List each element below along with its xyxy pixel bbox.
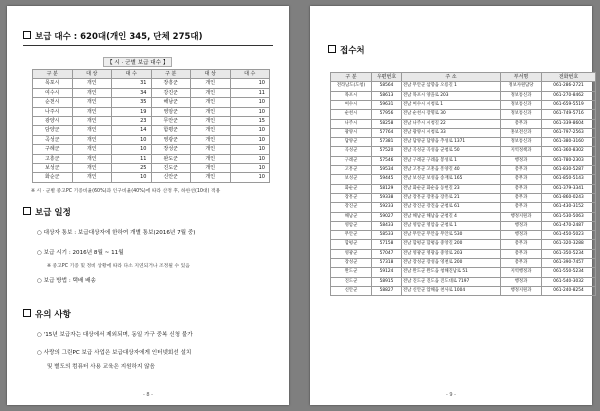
table-cell: 행정과 <box>501 221 542 230</box>
table-cell: 전라남도(도청) <box>331 82 372 91</box>
table-cell: 061-380-3160 <box>542 138 596 147</box>
table-cell: 58533 <box>372 231 402 240</box>
table-cell: 59338 <box>372 193 402 202</box>
table-row <box>33 135 270 144</box>
table-cell: 10 <box>112 145 152 154</box>
table-cell: 35 <box>112 98 152 107</box>
table-cell: 총무과 <box>501 240 542 249</box>
table-cell: 총무과 <box>501 203 542 212</box>
table-cell: 57520 <box>372 147 402 156</box>
page-left <box>7 6 289 405</box>
table-row <box>33 173 270 182</box>
table-cell: 화순군 <box>331 184 372 193</box>
table-cell: 총무과 <box>501 184 542 193</box>
table-cell: 개인 <box>191 145 231 154</box>
table-cell: 061-749-5716 <box>542 110 596 119</box>
table-row <box>331 221 596 230</box>
table-cell: 10 <box>230 154 270 163</box>
table-cell: 10 <box>230 164 270 173</box>
table-cell: 행정과 <box>501 156 542 165</box>
receipt-heading <box>328 44 365 56</box>
table-cell: 신안군 <box>331 286 372 295</box>
table-cell: 개인 <box>72 117 112 126</box>
table-cell: 해남군 <box>331 212 372 221</box>
table-cell: 전남 곡성군 곡성읍 군청로 50 <box>402 147 501 156</box>
table-cell: 함평군 <box>151 126 191 135</box>
table-cell: 신안군 <box>151 173 191 182</box>
schedule-line-2: ○ 보급 시기 : 2016년 8월 ~ 11월 <box>37 250 124 256</box>
table-cell: 전남 고흥군 고흥읍 흥양길 40 <box>402 166 501 175</box>
table-cell: 59445 <box>372 175 402 184</box>
table-cell: 개인 <box>191 135 231 144</box>
table-cell: 061-430-3152 <box>542 203 596 212</box>
table-row <box>331 119 596 128</box>
column-header: 대 상 <box>72 70 112 79</box>
caution-line-2: ○ 사랑의 그린PC 보급 사업은 보급대상자에게 인터넷회선 설치 <box>37 350 192 356</box>
table-row <box>33 145 270 154</box>
table-cell: 15 <box>230 117 270 126</box>
table-cell: 58915 <box>372 277 402 286</box>
table-row <box>331 166 596 175</box>
column-header: 부서명 <box>501 73 542 82</box>
table-cell: 보성군 <box>33 164 73 173</box>
table-cell: 나주시 <box>331 119 372 128</box>
column-header: 우편번호 <box>372 73 402 82</box>
table-cell: 고흥군 <box>33 154 73 163</box>
table-row <box>331 231 596 240</box>
table-cell: 58258 <box>372 119 402 128</box>
table-row <box>33 164 270 173</box>
table-cell: 57381 <box>372 138 402 147</box>
table-cell: 해남군 <box>151 98 191 107</box>
table-cell: 광양시 <box>331 128 372 137</box>
table-cell: 59124 <box>372 268 402 277</box>
table-cell: 개인 <box>191 173 231 182</box>
table-cell: 정보자원담당 <box>501 82 542 91</box>
table-cell: 행정과 <box>501 231 542 240</box>
table-cell: 개인 <box>191 154 231 163</box>
table-cell: 19 <box>112 107 152 116</box>
table-cell: 영광군 <box>331 249 372 258</box>
table-cell: 영광군 <box>151 135 191 144</box>
table-cell: 58827 <box>372 286 402 295</box>
table-cell: 개인 <box>191 164 231 173</box>
table-cell: 34 <box>112 88 152 97</box>
table-cell: 전남 목포시 양을로 203 <box>402 91 501 100</box>
table-cell: 개인 <box>72 135 112 144</box>
table-cell: 23 <box>112 117 152 126</box>
square-bullet-icon <box>23 309 31 317</box>
schedule-heading-text: 보급 일정 <box>35 208 71 218</box>
table-row <box>331 203 596 212</box>
table-cell: 개인 <box>191 98 231 107</box>
table-subtitle: 【 시 · 군별 보급 대수 】 <box>103 57 172 67</box>
table-cell: 목포시 <box>33 79 73 88</box>
table-cell: 개인 <box>72 126 112 135</box>
column-header: 대 상 <box>191 70 231 79</box>
table-cell: 10 <box>230 173 270 182</box>
table-cell: 담양군 <box>33 126 73 135</box>
table-cell: 개인 <box>72 107 112 116</box>
table-cell: 곡성군 <box>331 147 372 156</box>
table-cell: 개인 <box>72 88 112 97</box>
table-cell: 전남 무안군 삼향읍 오룡길 1 <box>402 82 501 91</box>
divider <box>23 45 273 46</box>
table-cell: 전남 완도군 완도읍 청해진남로 51 <box>402 268 501 277</box>
table-cell: 진도군 <box>331 277 372 286</box>
table-cell: 57764 <box>372 128 402 137</box>
table-row <box>331 110 596 119</box>
table-row <box>331 147 596 156</box>
table-cell: 10 <box>112 173 152 182</box>
table-row <box>331 91 596 100</box>
column-header: 주 소 <box>402 73 501 82</box>
caution-line-1: ○ '15년 보급자는 대상에서 제외되며, 동일 가구 중복 신청 불가 <box>37 332 193 338</box>
column-header: 구 분 <box>331 73 372 82</box>
table-cell: 10 <box>230 98 270 107</box>
table-row <box>33 126 270 135</box>
page-number: - 9 - <box>446 392 456 398</box>
table-cell: 영암군 <box>151 107 191 116</box>
square-bullet-icon <box>23 31 31 39</box>
table-cell: 총무과 <box>501 259 542 268</box>
table-cell: 061-530-5063 <box>542 212 596 221</box>
table-cell: 고흥군 <box>331 166 372 175</box>
table-cell: 개인 <box>72 154 112 163</box>
table-cell: 10 <box>230 107 270 116</box>
table-row <box>33 98 270 107</box>
table-cell: 개인 <box>72 164 112 173</box>
table-cell: 전남 영암군 영암읍 군청로 1 <box>402 221 501 230</box>
table-cell: 10 <box>112 135 152 144</box>
table-cell: 전남 담양군 담양읍 추성로 1371 <box>402 138 501 147</box>
table-cell: 061-360-8302 <box>542 147 596 156</box>
table-cell: 개인 <box>191 88 231 97</box>
table-cell: 061-797-2563 <box>542 128 596 137</box>
table-cell: 전남 화순군 화순읍 동헌길 23 <box>402 184 501 193</box>
table-cell: 완도군 <box>151 154 191 163</box>
table-cell: 061-320-3288 <box>542 240 596 249</box>
table-cell: 여수시 <box>33 88 73 97</box>
table-row <box>331 193 596 202</box>
table-note: ※ 시 · 군별 중고PC 기증비율(60%)과 인구비율(40%)에 따라 산정 후, 하한선(10대) 적용 <box>31 189 221 194</box>
receipt-heading-text: 접수처 <box>340 46 365 56</box>
table-row <box>331 138 596 147</box>
table-cell: 전남 나주시 시청길 22 <box>402 119 501 128</box>
table-cell: 10 <box>230 79 270 88</box>
table-cell: 구례군 <box>331 156 372 165</box>
column-header: 전화번호 <box>542 73 596 82</box>
table-cell: 061-240-8254 <box>542 286 596 295</box>
table-cell: 57158 <box>372 240 402 249</box>
table-row <box>331 240 596 249</box>
square-bullet-icon <box>23 207 31 215</box>
column-header: 대 수 <box>112 70 152 79</box>
table-row <box>33 79 270 88</box>
table-cell: 지역정책과 <box>501 147 542 156</box>
table-cell: 정보통신과 <box>501 138 542 147</box>
table-cell: 총무과 <box>501 175 542 184</box>
table-cell: 14 <box>112 126 152 135</box>
table-cell: 57318 <box>372 259 402 268</box>
schedule-line-1: ○ 대상자 통보 : 보급대상자에 한하여 개별 통보(2016년 7월 중) <box>37 230 196 236</box>
table-cell: 개인 <box>72 173 112 182</box>
table-cell: 개인 <box>191 126 231 135</box>
table-cell: 57047 <box>372 249 402 258</box>
receipt-table <box>330 72 596 296</box>
table-cell: 무안군 <box>151 117 191 126</box>
quantity-heading-text: 보급 대수 : 620대(개인 345, 단체 275대) <box>35 32 203 42</box>
table-cell: 정보통신과 <box>501 91 542 100</box>
table-cell: 개인 <box>72 145 112 154</box>
table-cell: 개인 <box>191 117 231 126</box>
table-cell: 곡성군 <box>33 135 73 144</box>
table-cell: 59027 <box>372 212 402 221</box>
table-row <box>33 154 270 163</box>
caution-heading-text: 유의 사항 <box>35 310 71 320</box>
page-right <box>310 6 592 405</box>
square-bullet-icon <box>328 45 336 53</box>
table-cell: 58613 <box>372 91 402 100</box>
table-cell: 행정지원과 <box>501 286 542 295</box>
table-cell: 홍보전산과 <box>501 128 542 137</box>
table-cell: 전남 신안군 압해읍 천사로 1004 <box>402 286 501 295</box>
table-cell: 061-850-5143 <box>542 175 596 184</box>
table-cell: 061-350-5234 <box>542 249 596 258</box>
table-cell: 10 <box>230 145 270 154</box>
table-cell: 58564 <box>372 82 402 91</box>
table-cell: 59631 <box>372 101 402 110</box>
table-cell: 장성군 <box>331 259 372 268</box>
table-row <box>33 117 270 126</box>
table-cell: 061-550-5234 <box>542 268 596 277</box>
table-cell: 보성군 <box>331 175 372 184</box>
table-cell: 지역행정과 <box>501 268 542 277</box>
table-cell: 061-339-8604 <box>542 119 596 128</box>
column-header: 대 수 <box>230 70 270 79</box>
page-number: - 8 - <box>143 392 153 398</box>
table-cell: 25 <box>112 164 152 173</box>
quantity-table <box>32 69 270 183</box>
table-row <box>331 128 596 137</box>
table-cell: 장흥군 <box>331 193 372 202</box>
table-cell: 나주시 <box>33 107 73 116</box>
table-cell: 57546 <box>372 156 402 165</box>
table-cell: 목포시 <box>331 91 372 100</box>
table-cell: 전남 장흥군 장흥읍 장흥로 21 <box>402 193 501 202</box>
table-cell: 061-390-7457 <box>542 259 596 268</box>
table-cell: 총무과 <box>501 193 542 202</box>
table-cell: 57956 <box>372 110 402 119</box>
table-cell: 정보통신과 <box>501 110 542 119</box>
table-row <box>331 184 596 193</box>
table-cell: 전남 장성군 장성읍 영천로 200 <box>402 259 501 268</box>
table-cell: 전남 무안군 무안읍 무안로 530 <box>402 231 501 240</box>
table-cell: 전남 구례군 구례읍 봉성로 1 <box>402 156 501 165</box>
table-cell: 개인 <box>72 98 112 107</box>
table-cell: 총무과 <box>501 166 542 175</box>
table-cell: 화순군 <box>33 173 73 182</box>
table-cell: 전남 진도군 진도읍 진도대로 7197 <box>402 277 501 286</box>
table-cell: 전남 함평군 함평읍 중앙길 200 <box>402 240 501 249</box>
table-row <box>331 268 596 277</box>
table-row <box>33 107 270 116</box>
table-row <box>331 175 596 184</box>
column-header: 구 분 <box>151 70 191 79</box>
table-cell: 행정지원과 <box>501 212 542 221</box>
table-row <box>331 277 596 286</box>
table-cell: 58433 <box>372 221 402 230</box>
table-cell: 061-540-3032 <box>542 277 596 286</box>
table-cell: 총무과 <box>501 249 542 258</box>
table-cell: 061-470-2487 <box>542 221 596 230</box>
table-row <box>331 249 596 258</box>
table-cell: 전남 해남군 해남읍 군청길 4 <box>402 212 501 221</box>
table-cell: 061-830-5287 <box>542 166 596 175</box>
table-cell: 061-659-5519 <box>542 101 596 110</box>
table-row <box>331 156 596 165</box>
table-cell: 11 <box>230 88 270 97</box>
quantity-heading <box>23 30 203 42</box>
table-cell: 전남 강진군 강진읍 군청로 61 <box>402 203 501 212</box>
table-cell: 10 <box>230 126 270 135</box>
table-cell: 061-780-2303 <box>542 156 596 165</box>
table-cell: 061-379-3341 <box>542 184 596 193</box>
table-cell: 무안군 <box>331 231 372 240</box>
table-cell: 정보통신과 <box>501 101 542 110</box>
table-cell: 59233 <box>372 203 402 212</box>
table-row <box>33 88 270 97</box>
table-cell: 순천시 <box>331 110 372 119</box>
table-cell: 여수시 <box>331 101 372 110</box>
table-cell: 전남 광양시 시청로 33 <box>402 128 501 137</box>
table-cell: 강진군 <box>331 203 372 212</box>
schedule-heading <box>23 206 71 218</box>
table-cell: 총무과 <box>501 119 542 128</box>
table-cell: 061-286-2721 <box>542 82 596 91</box>
column-header: 구 분 <box>33 70 73 79</box>
table-row <box>331 286 596 295</box>
schedule-line-2-note: ※ 중고PC 기증 및 정비 상황에 따라 다소 지연되거나 조정될 수 있음 <box>47 264 190 269</box>
table-row <box>331 101 596 110</box>
caution-line-3: 및 별도의 컴퓨터 사용 교육은 지원하지 않음 <box>47 364 155 370</box>
caution-heading <box>23 308 71 320</box>
table-cell: 담양군 <box>331 138 372 147</box>
table-cell: 개인 <box>72 79 112 88</box>
table-cell: 함평군 <box>331 240 372 249</box>
table-cell: 58129 <box>372 184 402 193</box>
table-cell: 개인 <box>191 79 231 88</box>
table-cell: 진도군 <box>151 164 191 173</box>
table-cell: 개인 <box>191 107 231 116</box>
table-cell: 강진군 <box>151 88 191 97</box>
table-cell: 전남 여수시 시청로 1 <box>402 101 501 110</box>
table-row <box>331 259 596 268</box>
table-cell: 구례군 <box>33 145 73 154</box>
table-cell: 광양시 <box>33 117 73 126</box>
table-cell: 59534 <box>372 166 402 175</box>
table-cell: 31 <box>112 79 152 88</box>
table-cell: 061-270-8462 <box>542 91 596 100</box>
schedule-line-3: ○ 보급 방법 : 택배 배송 <box>37 278 96 284</box>
table-cell: 장성군 <box>151 145 191 154</box>
table-cell: 완도군 <box>331 268 372 277</box>
table-row <box>331 82 596 91</box>
table-cell: 전남 보성군 보성읍 송재로 165 <box>402 175 501 184</box>
table-cell: 장흥군 <box>151 79 191 88</box>
table-cell: 전남 영광군 영광읍 중앙로 203 <box>402 249 501 258</box>
table-cell: 061-450-5023 <box>542 231 596 240</box>
table-cell: 061-860-0243 <box>542 193 596 202</box>
table-cell: 순천시 <box>33 98 73 107</box>
table-cell: 10 <box>230 135 270 144</box>
table-row <box>331 212 596 221</box>
table-cell: 11 <box>112 154 152 163</box>
table-cell: 영암군 <box>331 221 372 230</box>
table-cell: 행정과 <box>501 277 542 286</box>
table-cell: 전남 순천시 장명로 30 <box>402 110 501 119</box>
